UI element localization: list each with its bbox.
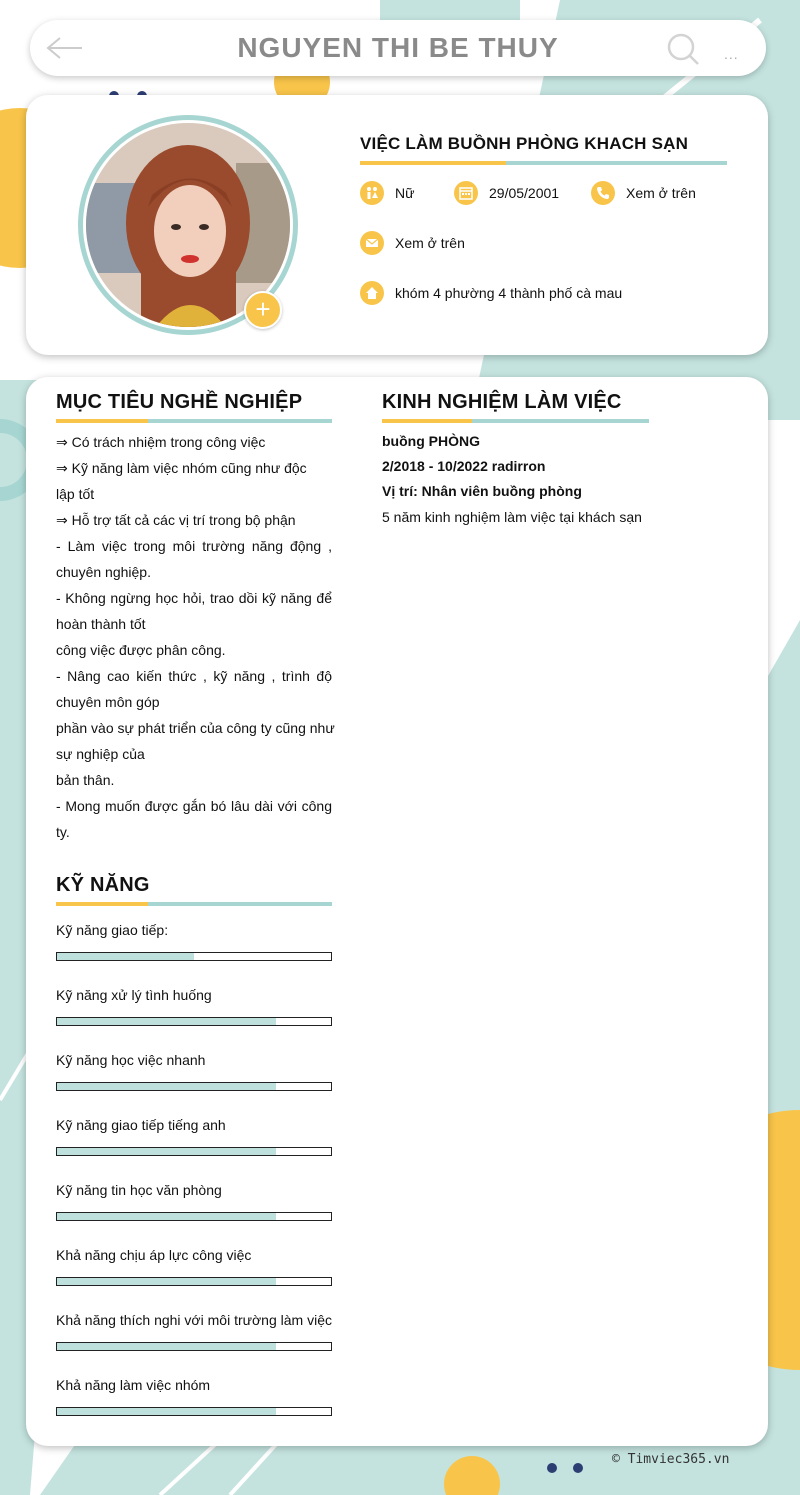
objective-title: MỤC TIÊU NGHỀ NGHIỆP: [56, 391, 303, 413]
objective-line: bản thân.: [56, 772, 115, 788]
experience-underline-teal: [472, 419, 649, 423]
skill-bar-fill: [57, 1408, 276, 1415]
birthday-value: 29/05/2001: [489, 185, 560, 201]
skill-bar-fill: [57, 1278, 276, 1285]
skill-bar: [56, 1017, 332, 1026]
skills-underline-teal: [148, 902, 332, 906]
skill-bar: [56, 1277, 332, 1286]
skill-label: Kỹ năng giao tiếp:: [56, 922, 169, 938]
birthday-item: [454, 181, 559, 205]
skill-label: Kỹ năng học việc nhanh: [56, 1052, 206, 1068]
top-bar: [30, 20, 766, 76]
experience-title: KINH NGHIỆM LÀM VIỆC: [382, 391, 622, 413]
objective-line: công việc được phân công.: [56, 642, 226, 658]
skill-label: Khả năng chịu áp lực công việc: [56, 1247, 252, 1263]
skill-bar: [56, 952, 332, 961]
skill-bar-fill: [57, 1083, 276, 1090]
gender-value: Nữ: [395, 185, 415, 201]
title-underline-teal: [506, 161, 727, 165]
skill-label: Khả năng thích nghi với môi trường làm việc: [56, 1312, 332, 1328]
skills-title: KỸ NĂNG: [56, 874, 150, 896]
address-value: khóm 4 phường 4 thành phố cà mau: [395, 285, 623, 301]
phone-value: Xem ở trên: [626, 185, 696, 201]
skill-bar-fill: [57, 953, 194, 960]
phone-item: [591, 181, 696, 205]
gender-item: [360, 181, 414, 205]
experience-period: 2/2018 - 10/2022 radirron: [382, 458, 546, 474]
objective-line: sự nghiệp của: [56, 746, 145, 762]
experience-position: Vị trí: Nhân viên buồng phòng: [382, 483, 582, 499]
calendar-icon: [454, 181, 478, 205]
objective-line: - Làm việc trong môi trường năng động ,: [56, 538, 332, 554]
skill-bar-fill: [57, 1343, 276, 1350]
skill-label: Kỹ năng tin học văn phòng: [56, 1182, 222, 1198]
skill-bar-fill: [57, 1018, 276, 1025]
address-item: [360, 281, 622, 305]
profile-card: [26, 95, 768, 355]
skill-label: Kỹ năng xử lý tình huống: [56, 987, 212, 1003]
experience-description: 5 năm kinh nghiệm làm việc tại khách sạn: [382, 509, 642, 525]
objective-underline-teal: [148, 419, 332, 423]
skill-bar-fill: [57, 1213, 276, 1220]
objective-line: ty.: [56, 824, 70, 840]
email-item: [360, 231, 465, 255]
skills-underline-yellow: [56, 902, 148, 906]
page-title: NGUYEN THI BE THUY: [237, 32, 559, 63]
gender-icon: [360, 181, 384, 205]
objective-line: ⇒ Kỹ năng làm việc nhóm cũng như độc: [56, 460, 307, 476]
more-dots-icon[interactable]: ...: [724, 46, 739, 62]
objective-line: - Nâng cao kiến thức , kỹ năng , trình độ: [56, 668, 332, 684]
skill-label: Kỹ năng giao tiếp tiếng anh: [56, 1117, 226, 1133]
objective-line: lập tốt: [56, 486, 95, 502]
title-underline-yellow: [360, 161, 506, 165]
experience-company: buồng PHÒNG: [382, 433, 480, 449]
skill-bar-fill: [57, 1148, 276, 1155]
skill-bar: [56, 1082, 332, 1091]
main-card: [26, 377, 768, 1446]
email-value: Xem ở trên: [395, 235, 465, 251]
email-icon: [360, 231, 384, 255]
objective-line: - Mong muốn được gắn bó lâu dài với công: [56, 798, 332, 814]
skill-bar: [56, 1147, 332, 1156]
skill-label: Khả năng làm việc nhóm: [56, 1377, 211, 1393]
watermark: © Timviec365.vn: [612, 1452, 730, 1467]
objective-line: hoàn thành tốt: [56, 616, 146, 632]
objective-line: chuyên môn góp: [56, 694, 160, 710]
objective-line: chuyên nghiệp.: [56, 564, 151, 580]
experience-underline-yellow: [382, 419, 472, 423]
objective-line: phần vào sự phát triển của công ty cũng như: [56, 720, 335, 736]
home-icon: [360, 281, 384, 305]
search-icon[interactable]: [666, 32, 700, 66]
objective-line: ⇒ Có trách nhiệm trong công việc: [56, 434, 266, 450]
objective-line: - Không ngừng học hỏi, trao dồi kỹ năng để: [56, 590, 332, 606]
skill-bar: [56, 1342, 332, 1351]
objective-underline-yellow: [56, 419, 148, 423]
skill-bar: [56, 1407, 332, 1416]
phone-icon: [591, 181, 615, 205]
job-title: VIỆC LÀM BUỒNH PHÒNG KHACH SẠN: [360, 134, 689, 153]
skill-bar: [56, 1212, 332, 1221]
add-photo-button[interactable]: +: [244, 291, 282, 329]
objective-line: ⇒ Hỗ trợ tất cả các vị trí trong bộ phận: [56, 512, 296, 528]
